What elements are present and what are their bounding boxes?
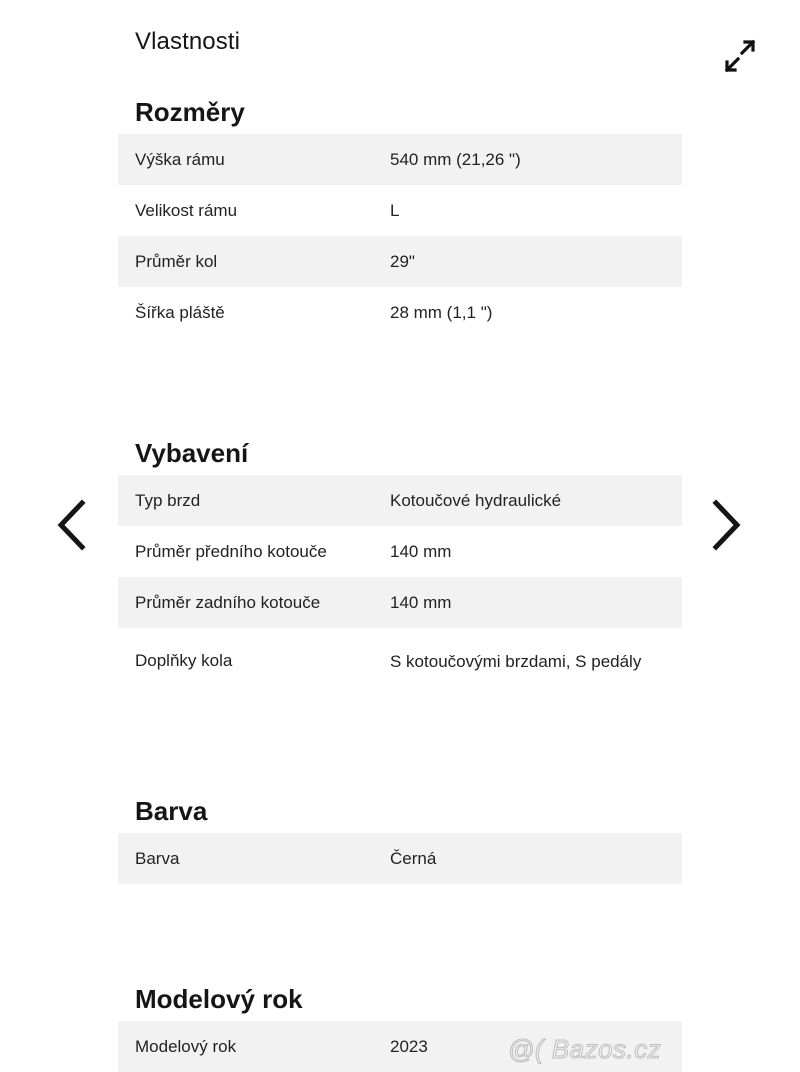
table-row — [118, 526, 682, 577]
row-key: Průměr předního kotouče — [135, 541, 327, 561]
chevron-right-icon[interactable] — [706, 495, 746, 555]
table-vybaveni — [118, 475, 682, 694]
row-key: Doplňky kola — [135, 651, 233, 670]
row-key: Barva — [135, 848, 180, 868]
table-row — [118, 475, 682, 526]
section-title-rozmery: Rozměry — [135, 97, 245, 127]
row-key: Šířka pláště — [135, 302, 225, 322]
table-barva — [118, 833, 682, 884]
row-value: 2023 — [390, 1037, 428, 1056]
row-value: 140 mm — [390, 542, 452, 561]
table-row — [118, 833, 682, 884]
table-row — [118, 628, 682, 694]
row-value: 540 mm (21,26 ") — [390, 150, 521, 169]
table-rozmery — [118, 134, 682, 338]
row-value: L — [390, 201, 400, 220]
page-title: Vlastnosti — [135, 28, 241, 55]
row-value: Kotoučové hydraulické — [390, 491, 562, 510]
watermark: @( Bazos.cz — [508, 1034, 662, 1064]
table-row — [118, 185, 682, 236]
row-key: Velikost rámu — [135, 200, 238, 220]
chevron-left-icon[interactable] — [52, 495, 92, 555]
row-value: 140 mm — [390, 593, 452, 612]
row-key: Průměr kol — [135, 251, 218, 271]
section-title-modelovy-rok: Modelový rok — [135, 984, 303, 1014]
row-value: S kotoučovými brzdami, S pedály — [390, 651, 642, 671]
table-row — [118, 287, 682, 338]
row-key: Typ brzd — [135, 490, 201, 510]
expand-icon[interactable] — [720, 36, 760, 76]
section-title-barva: Barva — [135, 796, 208, 826]
table-row — [118, 236, 682, 287]
row-value: 28 mm (1,1 ") — [390, 303, 493, 322]
row-value: 29" — [390, 252, 415, 271]
row-key: Výška rámu — [135, 149, 225, 169]
row-key: Modelový rok — [135, 1036, 237, 1056]
section-title-vybaveni: Vybavení — [135, 438, 249, 468]
row-key: Průměr zadního kotouče — [135, 592, 321, 612]
row-value: Černá — [390, 849, 437, 868]
table-row — [118, 134, 682, 185]
table-row — [118, 577, 682, 628]
